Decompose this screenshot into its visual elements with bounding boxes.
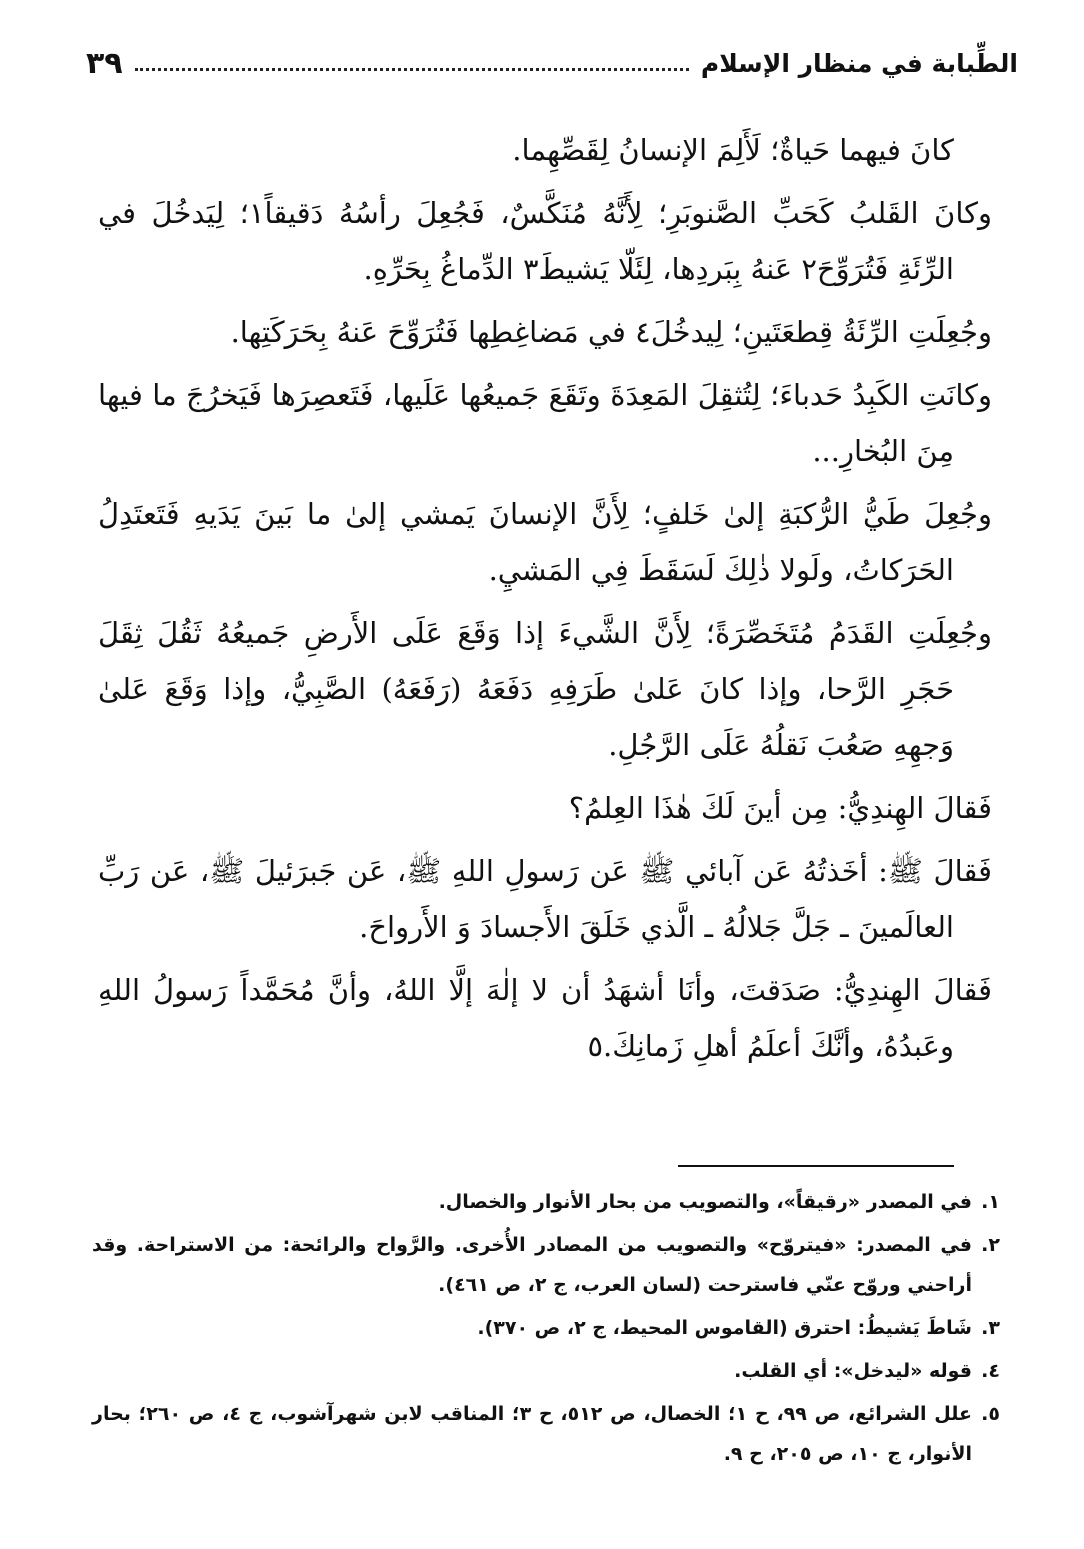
footnote-text: قوله «ليدخل»: أي القلب.	[734, 1360, 972, 1382]
footnote-1	[92, 1182, 1000, 1222]
paragraph-8: فَقالَ ﷺ: أخَذتُهُ عَن آبائي ﷺ عَن رَسولِ اللهِ ﷺ، عَن جَبرَئيلَ ﷺ، عَن رَبِّ العالَمينَ ـ جَلَّ جَلالُهُ ـ الَّذي خَلَقَ الأَجسادَ وَ الأَرواحَ.	[98, 854, 992, 944]
footnote-text: في المصدر «رقيقاً»، والتصويب من بحار الأنوار والخصال.	[438, 1191, 972, 1213]
footnote-number: ٢.	[981, 1234, 1000, 1256]
footnote-4	[92, 1351, 1000, 1391]
paragraph-6: وجُعِلَتِ القَدَمُ مُتَخَصِّرَةً؛ لِأَنَّ الشَّيءَ إذا وَقَعَ عَلَى الأَرضِ جَميعُهُ ثَقُلَ ثِقَلَ حَجَرِ الرَّحا، وإذا كانَ عَلىٰ طَرَفِهِ دَفَعَهُ (رَفَعَهُ) الصَّبِيُّ، وإذا وَقَعَ عَلىٰ وَجهِهِ صَعُبَ نَقلُهُ عَلَى الرَّجُلِ.	[98, 616, 992, 762]
footnote-number: ٤.	[981, 1360, 1000, 1382]
footnote-text: شَاطَ يَشيطُ: احترق (القاموس المحيط، ج ٢، ص ٣٧٠).	[477, 1317, 972, 1339]
running-header	[86, 38, 1018, 88]
footnotes	[92, 1182, 1000, 1477]
footnote-number: ٣.	[981, 1317, 1000, 1339]
footnote-3	[92, 1308, 1000, 1348]
footnote-2	[92, 1225, 1000, 1305]
footnote-5	[92, 1394, 1000, 1474]
paragraph-7: فَقالَ الهِندِيُّ: مِن أينَ لَكَ هٰذَا العِلمُ؟	[568, 791, 992, 825]
footnote-number: ٥.	[981, 1403, 1000, 1425]
footnote-separator	[678, 1165, 954, 1167]
paragraph-2: وكانَ القَلبُ كَحَبِّ الصَّنوبَرِ؛ لِأَنَّهُ مُنَكَّسٌ، فَجُعِلَ رأسُهُ دَقيقاً١؛ لِيَدخُلَ في الرِّئَةِ فَتُرَوِّحَ٢ عَنهُ بِبَردِها، لِئَلّا يَشيطَ٣ الدِّماغُ بِحَرِّهِ.	[98, 196, 992, 286]
running-title: الطِّبابة في منظار الإسلام	[700, 48, 1018, 78]
footnote-text: في المصدر: «فيتروّح» والتصويب من المصادر الأُخرى. والرَّواح والرائحة: من الاستراحة. وقد أراحني وروّح عنّي فاسترحت (لسان العرب، ج ٢، ص ٤٦١).	[92, 1234, 972, 1296]
footnote-number: ١.	[981, 1191, 1000, 1213]
paragraph-1: كانَ فيهما حَياةٌ؛ لَأَلِمَ الإنسانُ لِقَصِّهِما.	[512, 133, 954, 167]
paragraph-5: وجُعِلَ طَيُّ الرُّكبَةِ إلىٰ خَلفٍ؛ لِأَنَّ الإنسانَ يَمشي إلىٰ ما بَينَ يَدَيهِ فَتَعتَدِلُ الحَرَكاتُ، ولَولا ذٰلِكَ لَسَقَطَ فِي المَشيِ.	[98, 497, 992, 587]
paragraph-9: فَقالَ الهِندِيُّ: صَدَقتَ، وأنَا أشهَدُ أن لا إلٰهَ إلَّا اللهُ، وأنَّ مُحَمَّداً رَسولُ اللهِ وعَبدُهُ، وأنَّكَ أعلَمُ أهلِ زَمانِكَ.٥	[98, 973, 992, 1063]
paragraph-4: وكانَتِ الكَبِدُ حَدباءَ؛ لِتُثقِلَ المَعِدَةَ وتَقَعَ جَميعُها عَلَيها، فَتَعصِرَها فَيَخرُجَ ما فيها مِنَ البُخارِ...	[98, 378, 992, 468]
footnote-text: علل الشرائع، ص ٩٩، ح ١؛ الخصال، ص ٥١٢، ح ٣؛ المناقب لابن شهرآشوب، ج ٤، ص ٢٦٠؛ بحار الأنوار، ج ١٠، ص ٢٠٥، ح ٩.	[92, 1403, 972, 1465]
paragraph-3: وجُعِلَتِ الرِّئَةُ قِطعَتَينِ؛ لِيدخُلَ٤ في مَضاغِطِها فَتُرَوِّحَ عَنهُ بِحَرَكَتِها.	[230, 315, 992, 349]
body-text	[98, 122, 992, 1081]
page-number: ٣٩	[86, 45, 123, 81]
header-dotted-leader	[135, 68, 689, 71]
